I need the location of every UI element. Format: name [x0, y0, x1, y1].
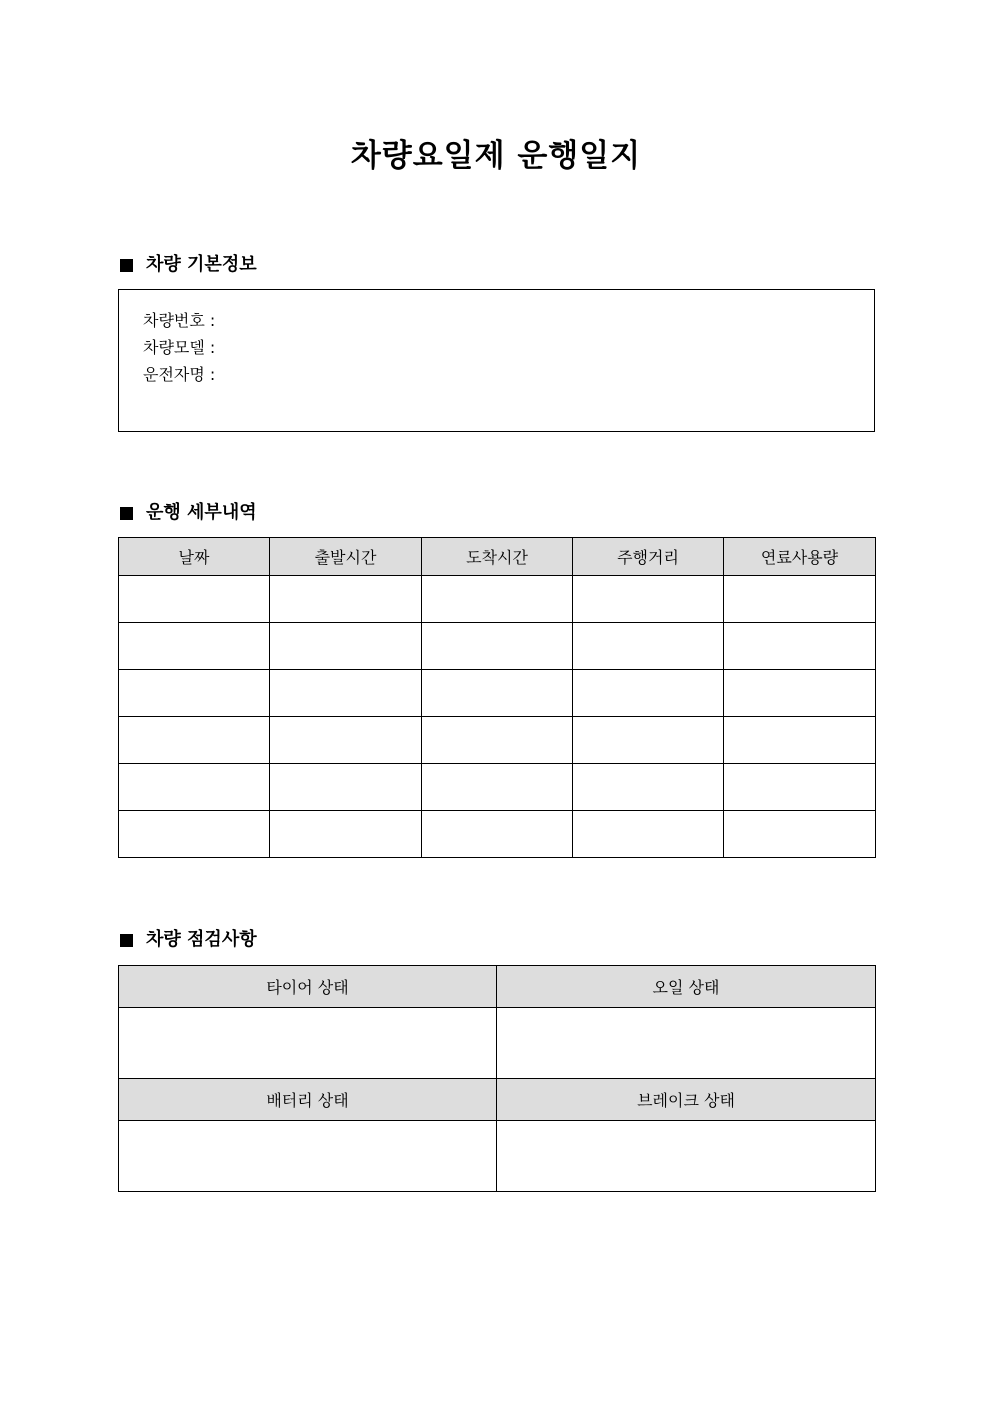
table-cell[interactable]	[422, 623, 573, 670]
vehicle-info-box	[118, 289, 875, 432]
inspection-table	[118, 965, 876, 1192]
table-row	[119, 576, 876, 623]
square-bullet-icon	[120, 259, 133, 272]
table-row	[119, 764, 876, 811]
value-tire-condition[interactable]	[119, 1008, 497, 1079]
table-row	[119, 1121, 876, 1192]
section-heading-label: 운행 세부내역	[146, 502, 257, 523]
table-cell[interactable]	[119, 764, 270, 811]
table-cell[interactable]	[270, 623, 422, 670]
table-cell[interactable]	[724, 717, 876, 764]
value-brake-condition[interactable]	[497, 1121, 876, 1192]
table-cell[interactable]	[573, 811, 724, 858]
driving-log-table	[118, 537, 876, 858]
table-cell[interactable]	[119, 670, 270, 717]
label-tire-condition: 타이어 상태	[119, 966, 497, 1008]
table-cell[interactable]	[422, 576, 573, 623]
table-header-row	[119, 966, 876, 1008]
field-label: 차량모델 :	[143, 338, 216, 357]
section-heading-driving-log	[119, 501, 257, 525]
table-cell[interactable]	[573, 623, 724, 670]
table-cell[interactable]	[724, 670, 876, 717]
section-heading-inspection	[119, 928, 257, 952]
table-row	[119, 811, 876, 858]
table-cell[interactable]	[573, 717, 724, 764]
table-cell[interactable]	[270, 764, 422, 811]
table-cell[interactable]	[119, 717, 270, 764]
field-vehicle-model[interactable]	[143, 334, 215, 361]
table-cell[interactable]	[119, 576, 270, 623]
field-vehicle-number[interactable]	[143, 307, 215, 334]
table-cell[interactable]	[573, 576, 724, 623]
table-cell[interactable]	[270, 576, 422, 623]
table-cell[interactable]	[270, 811, 422, 858]
table-cell[interactable]	[270, 670, 422, 717]
table-cell[interactable]	[724, 623, 876, 670]
value-oil-condition[interactable]	[497, 1008, 876, 1079]
table-row	[119, 623, 876, 670]
column-header-distance: 주행거리	[573, 538, 724, 576]
table-cell[interactable]	[119, 623, 270, 670]
table-row	[119, 1008, 876, 1079]
table-cell[interactable]	[724, 811, 876, 858]
column-header-arrival-time: 도착시간	[422, 538, 573, 576]
vehicle-info-fields	[143, 307, 215, 388]
field-label: 차량번호 :	[143, 311, 216, 330]
square-bullet-icon	[120, 507, 133, 520]
table-header-row	[119, 1079, 876, 1121]
label-brake-condition: 브레이크 상태	[497, 1079, 876, 1121]
table-row	[119, 670, 876, 717]
table-cell[interactable]	[422, 764, 573, 811]
section-heading-vehicle-info	[119, 253, 257, 277]
table-cell[interactable]	[422, 811, 573, 858]
column-header-date: 날짜	[119, 538, 270, 576]
table-cell[interactable]	[573, 670, 724, 717]
label-battery-condition: 배터리 상태	[119, 1079, 497, 1121]
table-cell[interactable]	[724, 764, 876, 811]
section-heading-label: 차량 점검사항	[146, 929, 257, 950]
table-row	[119, 717, 876, 764]
column-header-departure-time: 출발시간	[270, 538, 422, 576]
table-cell[interactable]	[422, 670, 573, 717]
page-title: 차량요일제 운행일지	[350, 138, 642, 174]
field-label: 운전자명 :	[143, 365, 216, 384]
square-bullet-icon	[120, 934, 133, 947]
value-battery-condition[interactable]	[119, 1121, 497, 1192]
table-header-row	[119, 538, 876, 576]
field-driver-name[interactable]	[143, 361, 215, 388]
label-oil-condition: 오일 상태	[497, 966, 876, 1008]
table-cell[interactable]	[119, 811, 270, 858]
table-cell[interactable]	[724, 576, 876, 623]
table-cell[interactable]	[270, 717, 422, 764]
table-cell[interactable]	[573, 764, 724, 811]
table-cell[interactable]	[422, 717, 573, 764]
column-header-fuel-used: 연료사용량	[724, 538, 876, 576]
section-heading-label: 차량 기본정보	[146, 254, 257, 275]
